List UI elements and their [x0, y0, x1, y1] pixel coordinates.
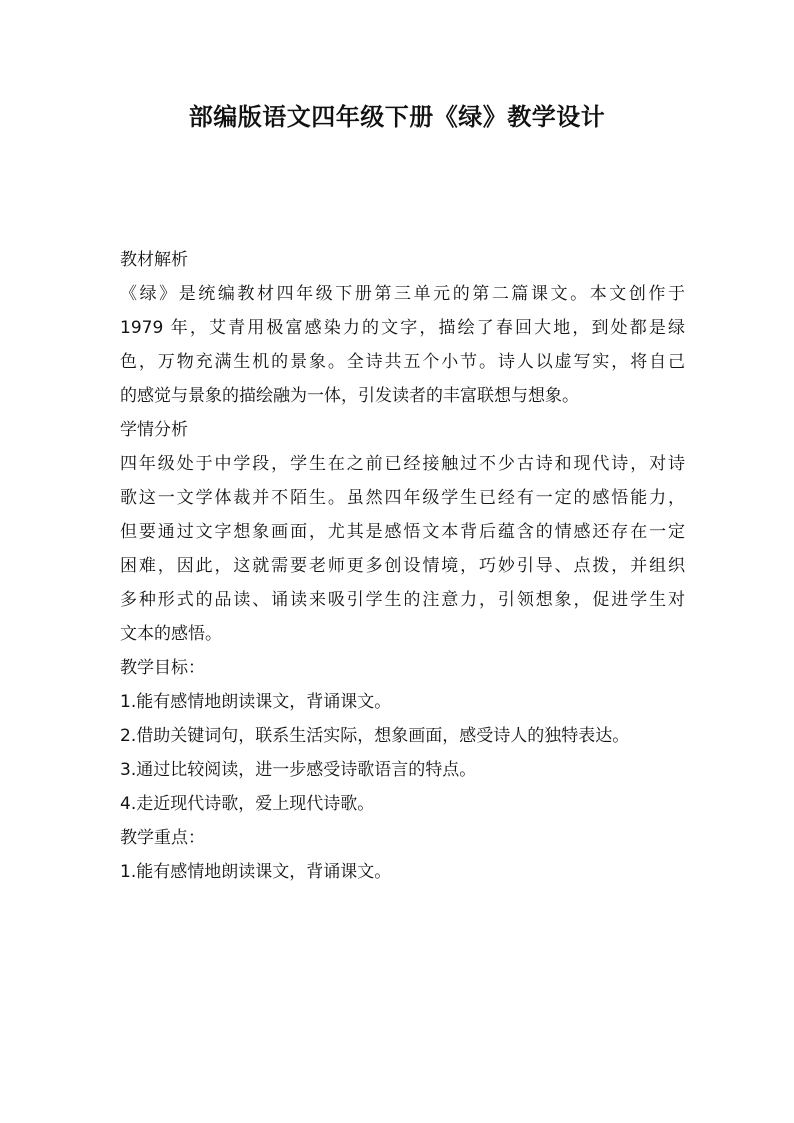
- document-title: 部编版语文四年级下册《绿》教学设计: [188, 103, 606, 131]
- section-heading-teaching-focus: 教学重点：: [120, 828, 205, 848]
- paragraph-line: 歌这一文学体裁并不陌生。虽然四年级学生已经有一定的感悟能力，: [120, 488, 685, 508]
- paragraph-line: 色，万物充满生机的景象。全诗共五个小节。诗人以虚写实，将自己: [120, 352, 685, 372]
- section-heading-teaching-goals: 教学目标：: [120, 658, 205, 678]
- paragraph-line: 困难，因此，这就需要老师更多创设情境，巧妙引导、点拨，并组织: [120, 556, 685, 576]
- document-body: [120, 243, 685, 889]
- paragraph-line: 但要通过文字想象画面，尤其是感悟文本背后蕴含的情感还存在一定: [120, 522, 685, 542]
- section-heading-textbook-analysis: 教材解析: [120, 250, 188, 270]
- list-item-goal-4: 4.走近现代诗歌，爱上现代诗歌。: [120, 794, 375, 814]
- section-heading-student-analysis: 学情分析: [120, 420, 188, 440]
- paragraph-line: 四年级处于中学段，学生在之前已经接触过不少古诗和现代诗，对诗: [120, 454, 685, 474]
- list-item-goal-1: 1.能有感情地朗读课文，背诵课文。: [120, 692, 392, 712]
- paragraph-line: 《绿》是统编教材四年级下册第三单元的第二篇课文。本文创作于: [120, 284, 685, 304]
- list-item-focus-1: 1.能有感情地朗读课文，背诵课文。: [120, 862, 392, 882]
- paragraph-line: 1979 年，艾青用极富感染力的文字，描绘了春回大地，到处都是绿: [120, 318, 685, 338]
- list-item-goal-2: 2.借助关键词句，联系生活实际，想象画面，感受诗人的独特表达。: [120, 726, 630, 746]
- paragraph-line: 的感觉与景象的描绘融为一体，引发读者的丰富联想与想象。: [120, 386, 579, 406]
- list-item-goal-3: 3.通过比较阅读，进一步感受诗歌语言的特点。: [120, 760, 477, 780]
- paragraph-line: 多种形式的品读、诵读来吸引学生的注意力，引领想象，促进学生对: [120, 590, 685, 610]
- paragraph-line: 文本的感悟。: [120, 624, 222, 644]
